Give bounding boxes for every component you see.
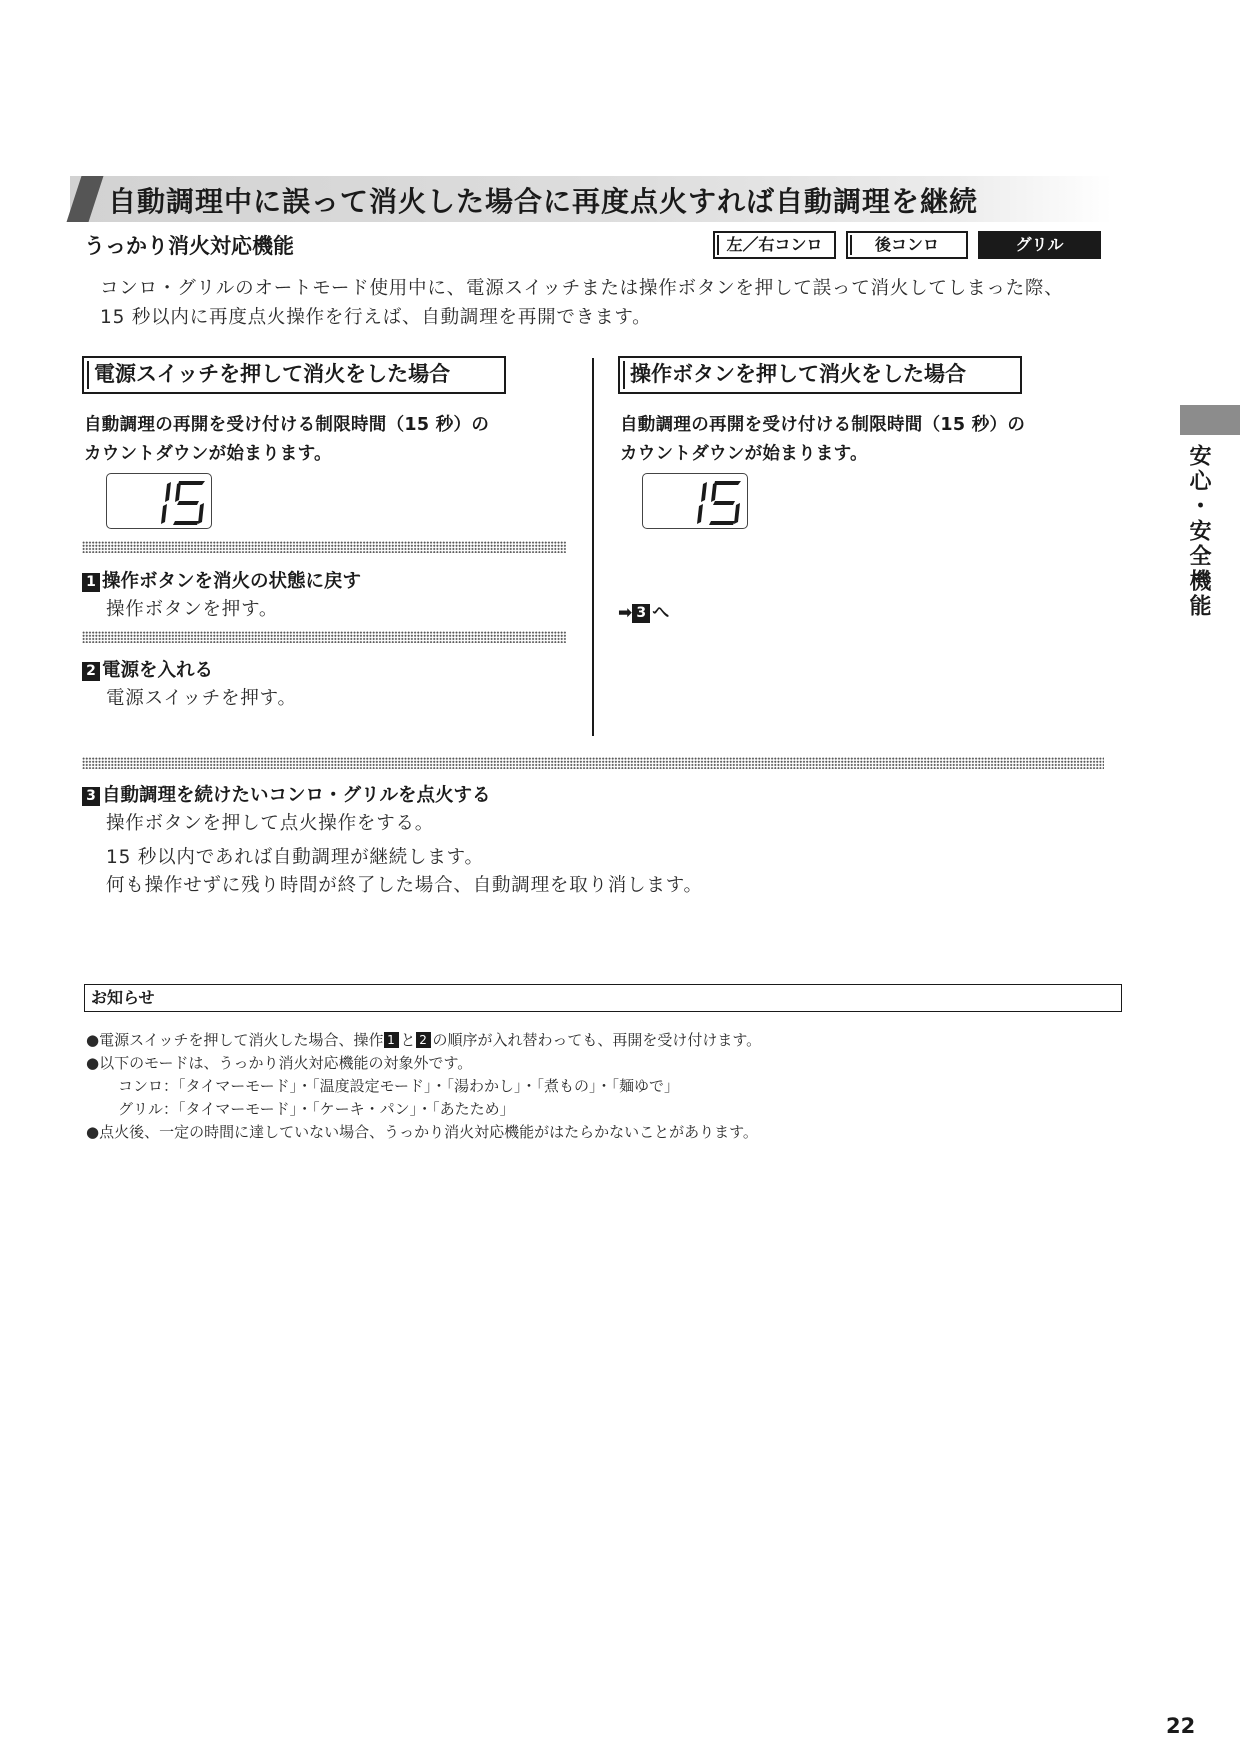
left-lead-line-2: カウントダウンが始まります。	[84, 444, 332, 464]
step-3-body-line-2: 15 秒以内であれば自動調理が継続します。	[106, 847, 484, 868]
step-number-badge: 1	[82, 573, 100, 592]
right-lead-line-2: カウントダウンが始まります。	[620, 444, 868, 464]
dotted-divider	[82, 541, 566, 553]
step-number-badge: 1	[384, 1032, 399, 1048]
notice-line-3: コンロ：「タイマーモード」・「温度設定モード」・「湯わかし」・「煮もの」・「麺ゆで」	[118, 1077, 680, 1095]
goto-suffix: へ	[652, 603, 670, 623]
notice-line-1	[86, 1029, 761, 1050]
tag-left-right-burner: 左／右コンロ	[713, 231, 836, 259]
right-column-heading: 操作ボタンを押して消火をした場合	[618, 356, 1022, 394]
section-subtitle: うっかり消火対応機能	[84, 234, 294, 258]
side-index-tab	[1180, 405, 1240, 435]
page-title: 自動調理中に誤って消火した場合に再度点火すれば自動調理を継続	[108, 185, 979, 218]
dotted-divider	[82, 757, 1104, 769]
seven-segment-15-icon	[643, 474, 749, 530]
right-countdown-display	[642, 473, 748, 529]
left-step-2-body: 電源スイッチを押す。	[106, 688, 297, 709]
goto-step-3	[618, 598, 669, 623]
column-divider	[592, 358, 594, 736]
left-step-2-heading	[82, 656, 213, 682]
right-lead-line-1: 自動調理の再開を受け付ける制限時間（15 秒）の	[620, 415, 1026, 435]
page-number: 22	[1166, 1714, 1196, 1738]
notice-line-1-text-b: の順序が入れ替わっても、再開を受け付けます。	[432, 1031, 762, 1049]
step-number-badge: 3	[82, 787, 100, 806]
notice-line-1-text-a: ●電源スイッチを押して消火した場合、操作	[86, 1031, 384, 1049]
step-3-title: 自動調理を続けたいコンロ・グリルを点火する	[102, 785, 491, 806]
step-number-badge: 3	[632, 604, 650, 623]
left-countdown-display	[106, 473, 212, 529]
right-arrow-icon: ➡	[618, 603, 633, 623]
intro-line-2: 15 秒以内に再度点火操作を行えば、自動調理を再開できます。	[100, 307, 652, 328]
step-3-heading	[82, 781, 491, 807]
step-3-body-line-3: 何も操作せずに残り時間が終了した場合、自動調理を取り消します。	[106, 875, 703, 896]
tag-rear-burner: 後コンロ	[846, 231, 968, 259]
side-tab-label: 安心・安全機能	[1186, 444, 1211, 619]
step-2-title: 電源を入れる	[102, 660, 214, 681]
step-number-badge: 2	[82, 662, 100, 681]
notice-line-5: ●点火後、一定の時間に達していない場合、うっかり消火対応機能がはたらかないことがあります。	[86, 1123, 758, 1141]
seven-segment-15-icon	[107, 474, 213, 530]
step-3-body-line-1: 操作ボタンを押して点火操作をする。	[106, 813, 435, 834]
step-1-title: 操作ボタンを消火の状態に戻す	[102, 571, 362, 592]
intro-line-1: コンロ・グリルのオートモード使用中に、電源スイッチまたは操作ボタンを押して誤って消火してしまった際、	[100, 278, 1064, 299]
notice-line-4: グリル：「タイマーモード」・「ケーキ・パン」・「あたため」	[118, 1100, 515, 1118]
step-number-badge: 2	[416, 1032, 431, 1048]
notice-line-2: ●以下のモードは、うっかり消火対応機能の対象外です。	[86, 1054, 473, 1072]
notice-line-1-and: と	[400, 1031, 416, 1049]
left-lead-line-1: 自動調理の再開を受け付ける制限時間（15 秒）の	[84, 415, 490, 435]
left-step-1-body: 操作ボタンを押す。	[106, 599, 279, 620]
tag-grill: グリル	[978, 231, 1101, 259]
left-step-1-heading	[82, 567, 361, 593]
dotted-divider	[82, 631, 566, 643]
notice-heading: お知らせ	[84, 984, 1122, 1012]
left-column-heading: 電源スイッチを押して消火をした場合	[82, 356, 506, 394]
